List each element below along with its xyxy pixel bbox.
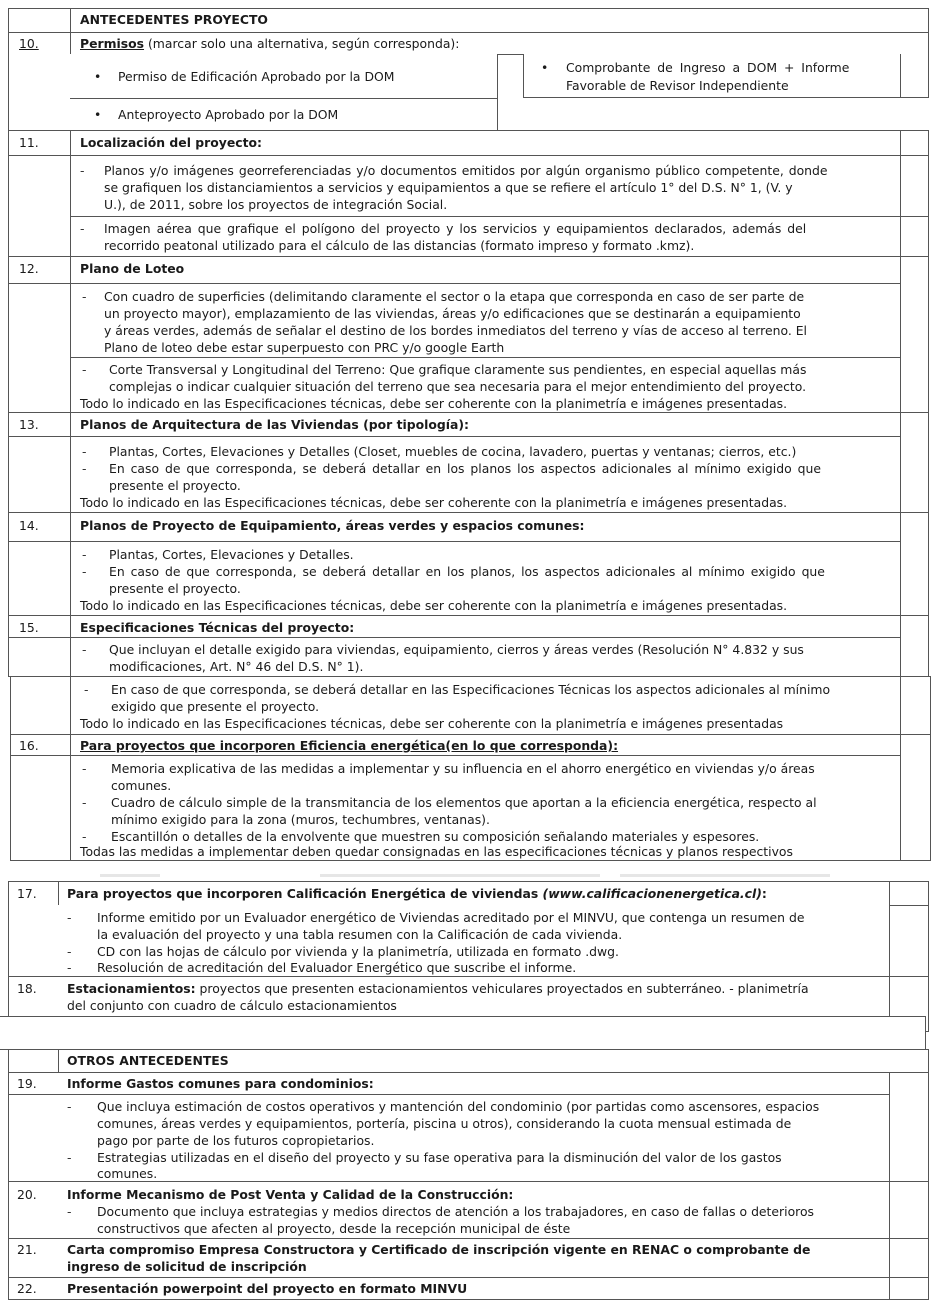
divider (8, 436, 900, 437)
divider (70, 216, 900, 217)
text-line: se grafiquen los distanciamientos a servicios y equipamientos a que se refiere el artículo 1° del D.S. N° 1, (V. y (104, 180, 793, 195)
divider (70, 676, 71, 735)
item-20-checkbox[interactable] (889, 1181, 929, 1239)
dash-icon: - (84, 682, 89, 697)
dash-icon: - (82, 564, 87, 579)
item-13-checkbox[interactable] (900, 412, 929, 513)
text-line: Memoria explicativa de las medidas a implementar y su influencia en el ahorro energético en viviendas y/o áreas (111, 761, 815, 776)
item-18-text: Estacionamientos: proyectos que presenten estacionamientos vehiculares proyectados en subterráneo. - planimetría (67, 981, 809, 996)
item-number: 12. (19, 261, 39, 276)
item-title: Especificaciones Técnicas del proyecto: (80, 620, 355, 635)
dash-icon: - (82, 829, 87, 844)
item-number: 17. (17, 886, 37, 901)
text-line: la evaluación del proyecto y una tabla resumen con la Calificación de cada vivienda. (97, 927, 623, 942)
dash-icon: - (67, 910, 72, 925)
item-number: 19. (17, 1076, 37, 1091)
item-12-checkbox[interactable] (900, 256, 929, 413)
text-line: modificaciones, Art. N° 46 del D.S. N° 1). (109, 659, 364, 674)
text-line: presente el proyecto. (109, 581, 241, 596)
item-note: Todo lo indicado en las Especificaciones técnicas, debe ser coherente con la planimetría e imágenes presentadas. (80, 396, 788, 411)
item-number: 21. (17, 1242, 37, 1257)
divider (70, 512, 71, 616)
item-note: Todo lo indicado en las Especificaciones técnicas, debe ser coherente con la planimetría e imágenes presentadas (80, 716, 784, 731)
dash-icon: - (82, 289, 87, 304)
item-title: Para proyectos que incorporen Calificación Energética de viviendas (www.calificacionenergetica.cl): (67, 886, 767, 901)
divider (70, 8, 71, 33)
divider (70, 130, 71, 257)
dash-icon: - (67, 1204, 72, 1219)
scan-artifact (320, 874, 600, 877)
option-label: Favorable de Revisor Independiente (566, 78, 789, 93)
text-line: Plano de loteo debe estar superpuesto con PRC y/o google Earth (104, 340, 505, 355)
text-line: CD con las hojas de cálculo por vivienda y la planimetría, utilizada en formato .dwg. (97, 944, 619, 959)
item-19-checkbox[interactable] (889, 1072, 929, 1182)
item-number: 10. (19, 36, 39, 51)
dash-icon: - (82, 362, 87, 377)
dash-icon: - (80, 163, 85, 178)
item-17-body-checkbox[interactable] (889, 905, 929, 977)
scan-artifact (620, 874, 830, 877)
dash-icon: - (82, 461, 87, 476)
text-line: Planos y/o imágenes georreferenciadas y/o documentos emitidos por algún organismo público competente, donde (104, 163, 828, 178)
text-line: Informe emitido por un Evaluador energético de Viviendas acreditado por el MINVU, que contenga un resumen de (97, 910, 805, 925)
text-line: mínimo exigido para la zona (muros, techumbres, ventanas). (111, 812, 490, 827)
item-title: Planos de Proyecto de Equipamiento, áreas verdes y espacios comunes: (80, 518, 585, 533)
item-number: 20. (17, 1187, 37, 1202)
text-line: pago por parte de los futuros copropietarios. (97, 1133, 375, 1148)
item-22-checkbox[interactable] (889, 1277, 929, 1300)
item-number: 16. (19, 738, 39, 753)
item-title: Para proyectos que incorporen Eficiencia energética(en lo que corresponda): (80, 738, 619, 753)
text-line: Estrategias utilizadas en el diseño del proyecto y su fase operativa para la disminución del valor de los gastos (97, 1150, 782, 1165)
item-11-checkbox-b[interactable] (900, 216, 929, 257)
item-title: Informe Mecanismo de Post Venta y Calidad de la Construcción: (67, 1187, 514, 1202)
text-line: constructivos que afecten al proyecto, desde la recepción municipal de éste (97, 1221, 571, 1236)
item-note: Todo lo indicado en las Especificaciones técnicas, debe ser coherente con la planimetría e imágenes presentadas. (80, 598, 788, 613)
item-15-checkbox[interactable] (900, 615, 929, 677)
bullet-icon: • (541, 60, 549, 75)
text-line: Que incluya estimación de costos operativos y mantención del condominio (por partidas como ascensores, espacios (97, 1099, 820, 1114)
section-title: ANTECEDENTES PROYECTO (80, 12, 268, 27)
option-label: Comprobante de Ingreso a DOM + Informe (566, 60, 850, 75)
item-number: 18. (17, 981, 37, 996)
text-line: del conjunto con cuadro de cálculo estacionamientos (67, 998, 397, 1013)
item-note: Todas las medidas a implementar deben quedar consignadas en las especificaciones técnicas y planos respectivos (80, 844, 793, 859)
option-label: Permiso de Edificación Aprobado por la DOM (118, 69, 395, 84)
scan-artifact (100, 874, 160, 877)
item-number: 11. (19, 135, 39, 150)
divider (8, 1094, 889, 1095)
item-title: ingreso de solicitud de inscripción (67, 1259, 307, 1274)
item-17-checkbox[interactable] (889, 881, 929, 906)
item-title: Planos de Arquitectura de las Viviendas (por tipología): (80, 417, 469, 432)
divider (8, 637, 900, 638)
item-21-checkbox[interactable] (889, 1238, 929, 1278)
text-line: En caso de que corresponda, se deberá detallar en las Especificaciones Técnicas los aspectos adicionales al mínimo (111, 682, 831, 697)
divider (10, 755, 900, 756)
text-line: comunes. (111, 778, 172, 793)
item-number: 14. (19, 518, 39, 533)
text-line: complejas o indicar cualquier situación del terreno que sea necesaria para el mejor entendimiento del proyecto. (109, 379, 807, 394)
item-number: 22. (17, 1281, 37, 1296)
item-11-checkbox[interactable] (900, 130, 929, 156)
dash-icon: - (82, 642, 87, 657)
blank-row (0, 1016, 926, 1050)
text-line: En caso de que corresponda, se deberá detallar en los planos los aspectos adicionales al mínimo exigido que (109, 461, 821, 476)
text-line: Imagen aérea que grafique el polígono del proyecto y los servicios y equipamientos declarados, además del (104, 221, 807, 236)
bullet-icon: • (94, 69, 102, 84)
dash-icon: - (67, 944, 72, 959)
text-line: Resolución de acreditación del Evaluador Energético que suscribe el informe. (97, 960, 577, 975)
divider (8, 283, 900, 284)
divider (70, 615, 71, 677)
item-number: 13. (19, 417, 39, 432)
dash-icon: - (82, 795, 87, 810)
dash-icon: - (67, 960, 72, 975)
item-number: 15. (19, 620, 39, 635)
item-10-title: Permisos (marcar solo una alternativa, según corresponda): (80, 36, 460, 51)
text-line: Con cuadro de superficies (delimitando claramente el sector o la etapa que corresponda en caso de ser parte de (104, 289, 805, 304)
item-16-checkbox[interactable] (900, 734, 931, 861)
item-title: Presentación powerpoint del proyecto en formato MINVU (67, 1281, 468, 1296)
item-11-checkbox-a[interactable] (900, 155, 929, 217)
item-note: Todo lo indicado en las Especificaciones técnicas, debe ser coherente con la planimetría e imágenes presentadas. (80, 495, 788, 510)
item-15-continued-checkbox[interactable] (900, 676, 931, 735)
text-line: Cuadro de cálculo simple de la transmitancia de los elementos que aportan a la eficiencia energética, respecto al (111, 795, 817, 810)
text-line: Escantillón o detalles de la envolvente que muestren su composición señalando materiales y espesores. (111, 829, 760, 844)
text-line: comunes, áreas verdes y equipamientos, portería, piscina u otros), considerando la cuota mensual estimada de (97, 1116, 792, 1131)
text-line: recorrido peatonal utilizado para el cálculo de las distancias (formato impreso y formato .kmz). (104, 238, 695, 253)
dash-icon: - (67, 1150, 72, 1165)
text-line: Que incluyan el detalle exigido para viviendas, equipamiento, cierros y áreas verdes (Resolución N° 4.832 y sus (109, 642, 804, 657)
item-title: Localización del proyecto: (80, 135, 262, 150)
item-14-checkbox[interactable] (900, 512, 929, 616)
item-title: Plano de Loteo (80, 261, 185, 276)
text-line: presente el proyecto. (109, 478, 241, 493)
divider (497, 54, 498, 131)
item-title: Informe Gastos comunes para condominios: (67, 1076, 374, 1091)
divider (70, 256, 71, 413)
divider (70, 98, 498, 99)
dash-icon: - (82, 547, 87, 562)
bullet-icon: • (94, 107, 102, 122)
text-line: Plantas, Cortes, Elevaciones y Detalles (Closet, muebles de cocina, lavadero, puertas y ventanas; cierros, etc.) (109, 444, 797, 459)
text-line: Corte Transversal y Longitudinal del Terreno: Que grafique claramente sus pendientes, en especial aquellas más (109, 362, 807, 377)
text-line: En caso de que corresponda, se deberá detallar en los planos, los aspectos adicionales al mínimo exigido que (109, 564, 825, 579)
divider (70, 357, 900, 358)
item-title: Carta compromiso Empresa Constructora y Certificado de inscripción vigente en RENAC o comprobante de (67, 1242, 811, 1257)
divider (70, 734, 71, 861)
dash-icon: - (82, 444, 87, 459)
section-title: OTROS ANTECEDENTES (67, 1053, 229, 1068)
text-line: Documento que incluya estrategias y medios directos de atención a los trabajadores, en caso de fallas o deterioros (97, 1204, 815, 1219)
dash-icon: - (67, 1099, 72, 1114)
text-line: comunes. (97, 1166, 158, 1181)
text-line: y áreas verdes, además de señalar el destino de los bordes inmediatos del terreno y vías de acceso al terreno. El (104, 323, 807, 338)
text-line: exigido que presente el proyecto. (111, 699, 320, 714)
text-line: U.), de 2011, sobre los proyectos de integración Social. (104, 197, 448, 212)
text-line: un proyecto mayor), emplazamiento de las viviendas, áreas y/o edificaciones que se destinarán a equipamiento (104, 306, 801, 321)
divider (8, 155, 929, 156)
text-line: Plantas, Cortes, Elevaciones y Detalles. (109, 547, 354, 562)
divider (70, 412, 71, 513)
dash-icon: - (80, 221, 85, 236)
website-link: (www.calificacionenergetica.cl) (542, 886, 762, 901)
divider (900, 54, 901, 98)
divider (8, 541, 900, 542)
option-label: Anteproyecto Aprobado por la DOM (118, 107, 339, 122)
dash-icon: - (82, 761, 87, 776)
